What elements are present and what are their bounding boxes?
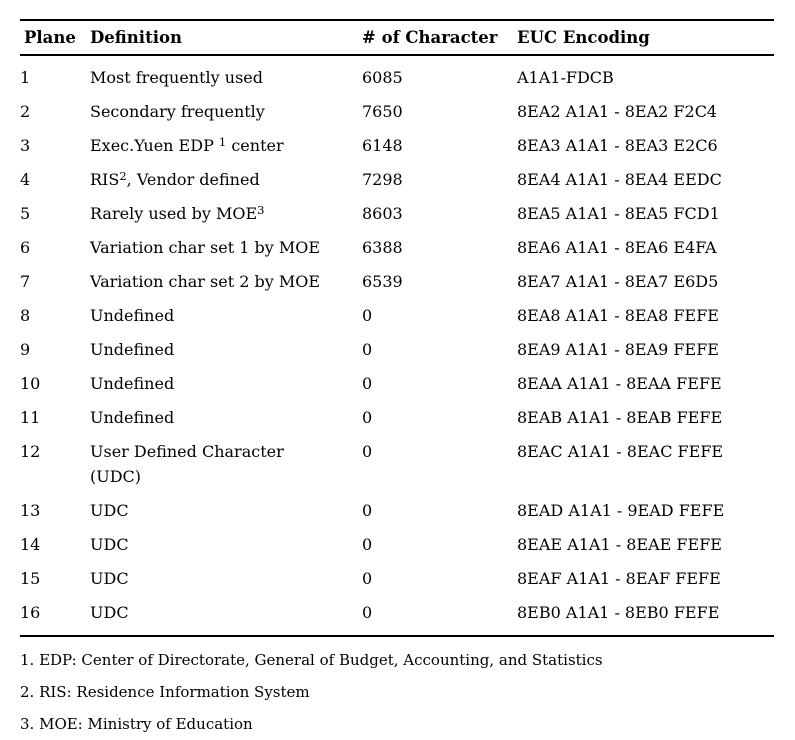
footnote: 3. MOE: Ministry of Education <box>20 715 253 733</box>
char-count-cell: 6388 <box>362 238 403 257</box>
plane-cell: 15 <box>20 569 41 588</box>
table-row <box>20 192 774 226</box>
footnote: 2. RIS: Residence Information System <box>20 683 310 701</box>
euc-encoding-cell: 8EA8 A1A1 - 8EA8 FEFE <box>517 306 719 325</box>
euc-encoding-cell: 8EAD A1A1 - 9EAD FEFE <box>517 501 725 520</box>
euc-encoding-cell: 8EA2 A1A1 - 8EA2 F2C4 <box>517 102 718 121</box>
euc-encoding-cell: 8EAF A1A1 - 8EAF FEFE <box>517 569 721 588</box>
char-count-cell: 0 <box>362 442 373 461</box>
plane-cell: 2 <box>20 102 31 121</box>
table-row <box>20 396 774 430</box>
definition-cell: RIS$^2$, Vendor defined <box>90 169 260 189</box>
footnote-reference: 2 <box>119 169 127 183</box>
char-count-cell: 0 <box>362 501 373 520</box>
euc-encoding-cell: 8EAC A1A1 - 8EAC FEFE <box>517 442 724 461</box>
plane-cell: 12 <box>20 442 41 461</box>
euc-encoding-cell: 8EB0 A1A1 - 8EB0 FEFE <box>517 603 720 622</box>
table-row <box>20 56 774 90</box>
table-row <box>20 489 774 523</box>
table-row <box>20 226 774 260</box>
footnote-reference: 3 <box>257 203 265 217</box>
column-header-euc-encoding: EUC Encoding <box>517 28 650 47</box>
char-count-cell: 8603 <box>362 204 403 223</box>
footnote: 1. EDP: Center of Directorate, General of Budget, Accounting, and Statistics <box>20 651 603 669</box>
footnote-reference: 1 <box>218 135 227 149</box>
char-count-cell: 6148 <box>362 136 403 155</box>
plane-cell: 10 <box>20 374 41 393</box>
char-count-cell: 0 <box>362 408 373 427</box>
plane-cell: 6 <box>20 238 31 257</box>
euc-encoding-cell: 8EAE A1A1 - 8EAE FEFE <box>517 535 722 554</box>
definition-cell: Undefined <box>90 408 175 427</box>
char-count-cell: 0 <box>362 535 373 554</box>
euc-encoding-cell: 8EAB A1A1 - 8EAB FEFE <box>517 408 723 427</box>
table-row <box>20 362 774 396</box>
table-row <box>20 557 774 591</box>
table-row <box>20 328 774 362</box>
char-count-cell: 0 <box>362 340 373 359</box>
euc-encoding-cell: 8EA4 A1A1 - 8EA4 EEDC <box>517 170 722 189</box>
char-count-cell: 6085 <box>362 68 403 87</box>
column-header-plane: Plane <box>24 28 76 47</box>
char-count-cell: 7650 <box>362 102 403 121</box>
definition-cell: UDC <box>90 535 129 554</box>
table-row <box>20 591 774 625</box>
definition-cell: Undefined <box>90 374 175 393</box>
table-row <box>20 430 774 489</box>
euc-encoding-cell: 8EAA A1A1 - 8EAA FEFE <box>517 374 722 393</box>
plane-cell: 7 <box>20 272 31 291</box>
euc-encoding-cell: 8EA3 A1A1 - 8EA3 E2C6 <box>517 136 718 155</box>
plane-cell: 3 <box>20 136 31 155</box>
char-count-cell: 0 <box>362 306 373 325</box>
char-count-cell: 0 <box>362 603 373 622</box>
char-count-cell: 7298 <box>362 170 403 189</box>
plane-cell: 14 <box>20 535 41 554</box>
table-row <box>20 90 774 124</box>
definition-cell: UDC <box>90 603 129 622</box>
table-row <box>20 523 774 557</box>
euc-encoding-cell: A1A1-FDCB <box>517 68 614 87</box>
definition-cell: Variation char set 1 by MOE <box>90 238 321 257</box>
plane-cell: 16 <box>20 603 41 622</box>
definition-cell: UDC <box>90 569 129 588</box>
table-header-row <box>20 21 774 54</box>
table-bottom-rule <box>20 635 774 637</box>
euc-encoding-cell: 8EA9 A1A1 - 8EA9 FEFE <box>517 340 719 359</box>
plane-cell: 4 <box>20 170 31 189</box>
euc-encoding-cell: 8EA5 A1A1 - 8EA5 FCD1 <box>517 204 720 223</box>
euc-encoding-cell: 8EA6 A1A1 - 8EA6 E4FA <box>517 238 717 257</box>
definition-cell: Undefined <box>90 340 175 359</box>
definition-cell: Variation char set 2 by MOE <box>90 272 321 291</box>
plane-cell: 1 <box>20 68 31 87</box>
char-count-cell: 0 <box>362 374 373 393</box>
column-header-char-count: # of Character <box>362 28 498 47</box>
char-count-cell: 0 <box>362 569 373 588</box>
column-header-definition: Definition <box>90 28 182 47</box>
definition-cell: User Defined Character (UDC) <box>90 442 284 486</box>
table-row <box>20 260 774 294</box>
char-count-cell: 6539 <box>362 272 403 291</box>
definition-cell: UDC <box>90 501 129 520</box>
definition-cell: Undefined <box>90 306 175 325</box>
definition-cell: Most frequently used <box>90 68 263 87</box>
definition-cell: Rarely used by MOE$^3$ <box>90 203 265 223</box>
plane-cell: 5 <box>20 204 31 223</box>
definition-cell: Exec.Yuen EDP $^1$ center <box>90 135 284 155</box>
table-body <box>20 56 774 635</box>
plane-cell: 8 <box>20 306 31 325</box>
table-row <box>20 124 774 158</box>
plane-cell: 9 <box>20 340 31 359</box>
footnotes-section <box>20 651 774 733</box>
table-row <box>20 294 774 328</box>
definition-cell: Secondary frequently <box>90 102 265 121</box>
plane-cell: 11 <box>20 408 41 427</box>
euc-encoding-cell: 8EA7 A1A1 - 8EA7 E6D5 <box>517 272 719 291</box>
plane-cell: 13 <box>20 501 41 520</box>
table-row <box>20 158 774 192</box>
